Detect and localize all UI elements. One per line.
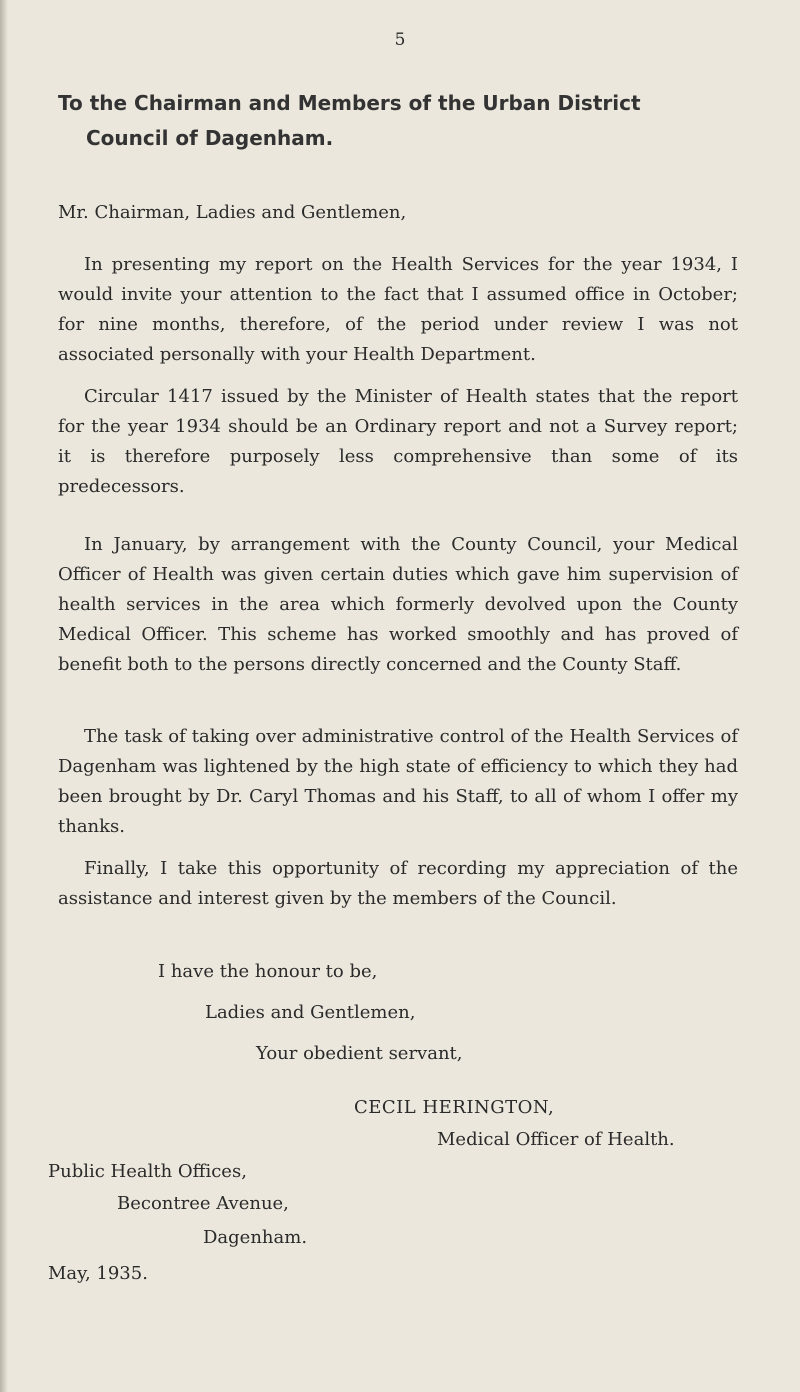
heading-line-1: To the Chairman and Members of the Urban District (58, 91, 641, 115)
salutation: Mr. Chairman, Ladies and Gentlemen, (58, 202, 407, 223)
address-line-2: Becontree Avenue, (117, 1193, 289, 1214)
paragraph: Circular 1417 issued by the Minister of Health states that the report for the year 1934 should be an Ordinary report and not a Survey report; it is therefore purposely less comprehensive than some of its predecessors. (58, 386, 738, 497)
closing-line-3: Your obedient servant, (256, 1043, 463, 1064)
page-edge-shadow (0, 0, 8, 1392)
heading-line-2: Council of Dagenham. (86, 126, 334, 150)
paragraph: Finally, I take this opportunity of recording my appreciation of the assistance and interest given by the members of the Council. (58, 858, 738, 909)
address-line-3: Dagenham. (203, 1227, 308, 1248)
closing-line-1: I have the honour to be, (158, 961, 378, 982)
signature-title: Medical Officer of Health. (437, 1129, 675, 1150)
letter-heading (58, 86, 748, 156)
signature-name: CECIL HERINGTON, (354, 1097, 555, 1118)
paragraph: In presenting my report on the Health Services for the year 1934, I would invite your attention to the fact that I assumed office in October; for nine months, therefore, of the period under review I was not associated personally with your Health Department. (58, 254, 738, 365)
closing-line-2: Ladies and Gentlemen, (205, 1002, 416, 1023)
paragraph: The task of taking over administrative control of the Health Services of Dagenham was lightened by the high state of efficiency to which they had been brought by Dr. Caryl Thomas and his Staff, to all of whom I offer my thanks. (58, 726, 738, 837)
letter-date: May, 1935. (48, 1263, 148, 1284)
address-line-1: Public Health Offices, (48, 1161, 247, 1182)
page-number: 5 (394, 30, 406, 50)
paragraph: In January, by arrangement with the County Council, your Medical Officer of Health was given certain duties which gave him supervision of health services in the area which formerly devolved upon the County Medical Officer. This scheme has worked smoothly and has proved of benefit both to the persons directly concerned and the County Staff. (58, 534, 738, 675)
